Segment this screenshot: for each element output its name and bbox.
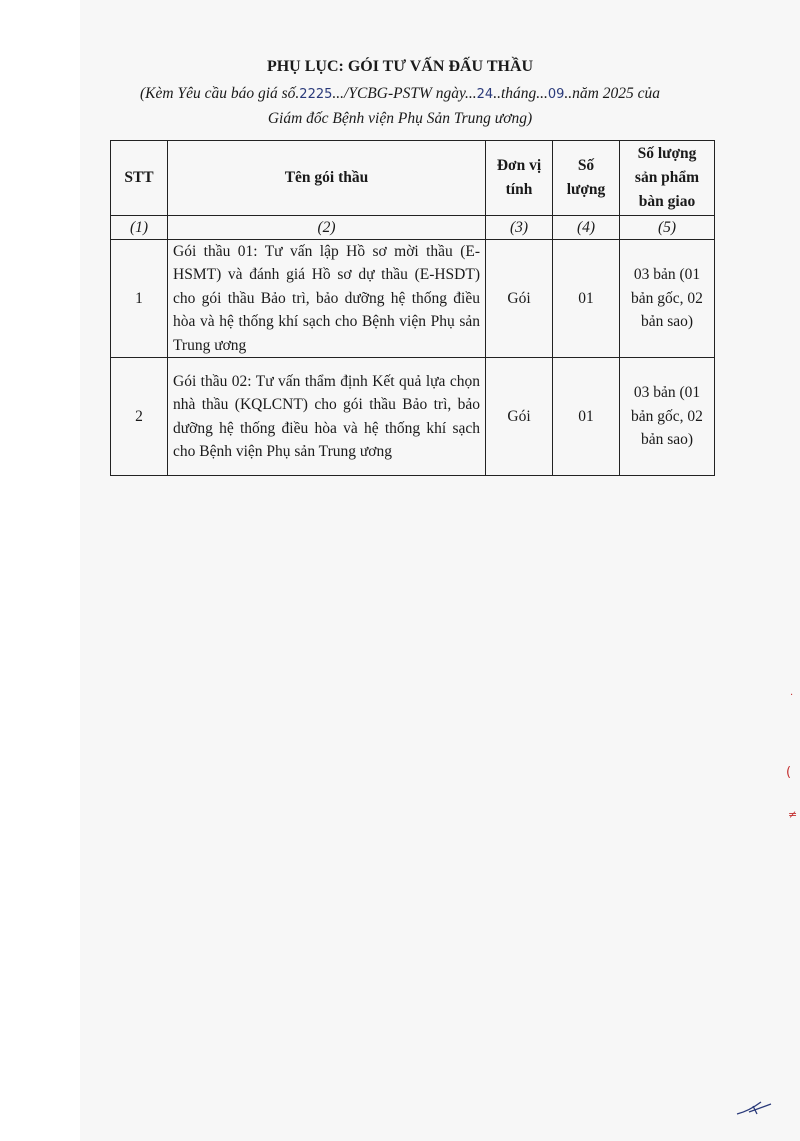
column-number: (3) [486,216,553,240]
header-unit-line2: tính [505,181,533,198]
header-stt: STT [111,141,168,216]
row-stt: 2 [111,358,168,476]
request-number: 2225 [299,87,333,102]
row-products: 03 bản (01 bản gốc, 02 bản sao) [620,358,715,476]
header-product [620,141,715,216]
stamp-fragment: · [790,690,794,701]
bidding-package-table [110,140,715,476]
column-number: (2) [168,216,486,240]
row-unit: Gói [486,240,553,358]
header-unit-line1: Đơn vị [496,157,542,174]
stamp-fragment: ≠ [788,808,798,821]
header-qty-line1: Số [577,157,595,174]
column-number: (4) [553,216,620,240]
row-quantity: 01 [553,358,620,476]
subtitle-text-2: .../YCBG-PSTW ngày... [332,85,477,102]
row-unit: Gói [486,358,553,476]
subtitle-text-1: (Kèm Yêu cầu báo giá số. [140,85,300,102]
column-number: (1) [111,216,168,240]
header-qty-line2: lượng [566,181,606,198]
document-subtitle [0,82,800,131]
column-number: (5) [620,216,715,240]
header-product-line1: Số lượng [637,145,697,162]
table-row [111,358,715,476]
stamp-fragment: ( [786,765,792,780]
request-month: 09 [547,87,565,102]
row-products: 03 bản (01 bản gốc, 02 bản sao) [620,240,715,358]
header-name: Tên gói thầu [168,141,486,216]
row-package-name: Gói thầu 01: Tư vấn lập Hồ sơ mời thầu (E-HSMT) và đánh giá Hồ sơ dự thầu (E-HSDT) cho gói thầu Bảo trì, bảo dưỡng hệ thống điều hòa và hệ thống khí sạch cho Bệnh viện Phụ sản Trung ương [168,240,486,358]
document-title: PHỤ LỤC: GÓI TƯ VẤN ĐẤU THẦU [266,58,534,75]
header-qty [553,141,620,216]
initials-signature [735,1098,775,1118]
header-unit [486,141,553,216]
subtitle-text-3: ..tháng... [493,85,548,102]
subtitle-line-2: Giám đốc Bệnh viện Phụ Sản Trung ương) [267,110,533,127]
subtitle-text-4: ..năm 2025 của [564,85,660,102]
request-day: 24 [476,87,494,102]
column-number-row [111,216,715,240]
header-product-line2: sản phẩm [634,169,700,186]
table-header-row [111,141,715,216]
row-package-name: Gói thầu 02: Tư vấn thẩm định Kết quả lựa chọn nhà thầu (KQLCNT) cho gói thầu Bảo trì, bảo dưỡng hệ thống điều hòa và hệ thống khí sạch cho Bệnh viện Phụ sản Trung ương [168,358,486,476]
row-stt: 1 [111,240,168,358]
row-quantity: 01 [553,240,620,358]
header-product-line3: bàn giao [638,193,696,210]
table-row [111,240,715,358]
